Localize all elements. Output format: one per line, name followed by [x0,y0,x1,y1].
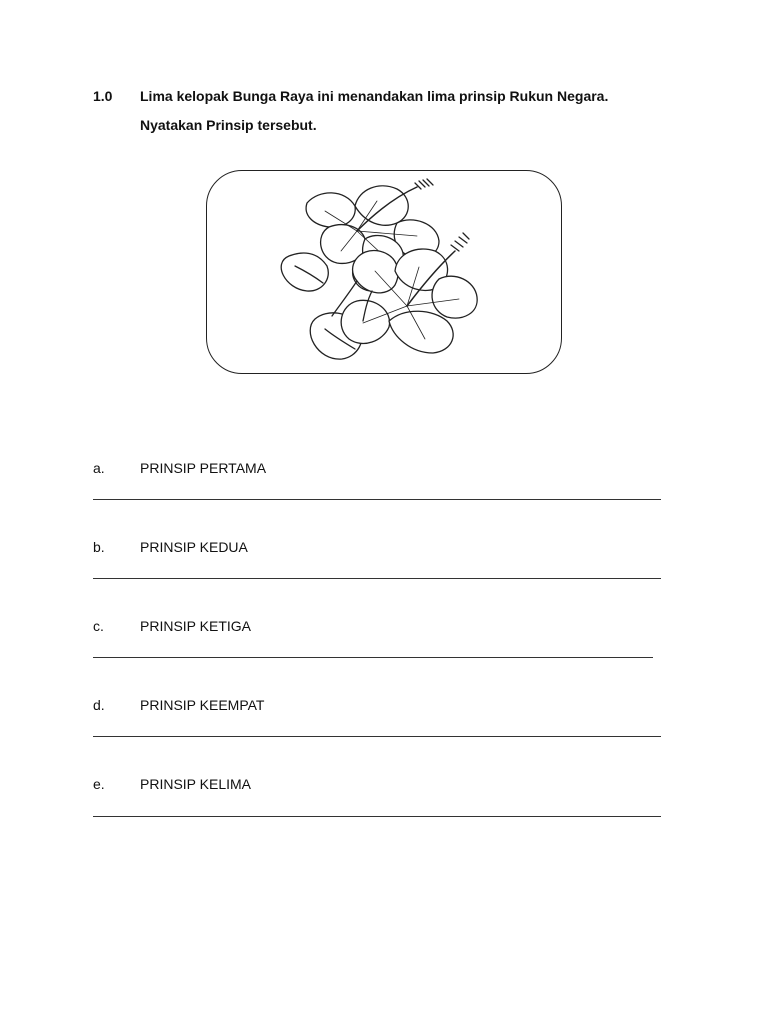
answer-line-c[interactable] [93,657,653,658]
item-letter-c: c. [93,618,104,634]
item-letter-d: d. [93,697,105,713]
item-label-d: PRINSIP KEEMPAT [140,697,265,713]
answer-line-a[interactable] [93,499,661,500]
item-label-b: PRINSIP KEDUA [140,539,248,555]
item-label-a: PRINSIP PERTAMA [140,460,267,476]
hibiscus-flower-icon [207,171,562,374]
question-number: 1.0 [93,88,113,104]
question-text-line-1: Lima kelopak Bunga Raya ini menandakan lima prinsip Rukun Negara. [140,88,609,104]
question-text-line-2: Nyatakan Prinsip tersebut. [140,117,317,133]
item-letter-e: e. [93,776,105,792]
item-label-e: PRINSIP KELIMA [140,776,252,792]
answer-line-d[interactable] [93,736,661,737]
answer-line-e[interactable] [93,816,661,817]
item-letter-a: a. [93,460,105,476]
item-label-c: PRINSIP KETIGA [140,618,251,634]
item-letter-b: b. [93,539,105,555]
figure-box [206,170,562,374]
answer-line-b[interactable] [93,578,661,579]
